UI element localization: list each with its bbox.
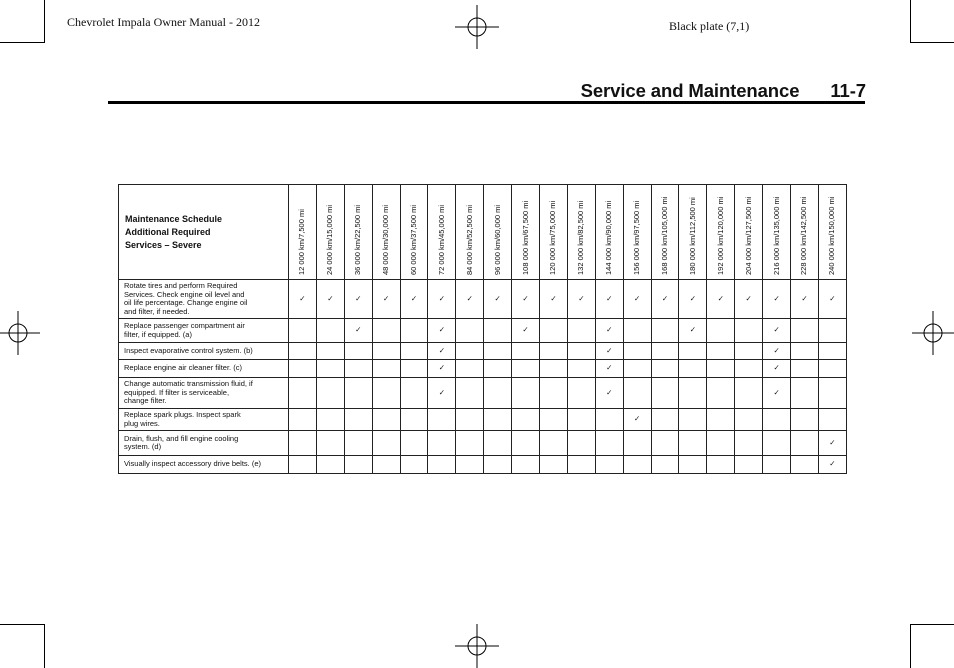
table-row bbox=[119, 319, 847, 343]
schedule-cell bbox=[763, 280, 791, 319]
interval-header bbox=[372, 185, 400, 280]
schedule-cell bbox=[540, 360, 568, 378]
schedule-cell bbox=[763, 360, 791, 378]
schedule-cell bbox=[344, 280, 372, 319]
title-rule bbox=[108, 101, 865, 104]
schedule-cell bbox=[791, 343, 819, 360]
schedule-cell bbox=[679, 456, 707, 474]
schedule-cell bbox=[818, 360, 846, 378]
registration-mark-right-icon bbox=[912, 311, 954, 355]
schedule-cell bbox=[428, 378, 456, 409]
check-mark-icon: ✓ bbox=[355, 293, 362, 303]
schedule-cell bbox=[763, 319, 791, 343]
service-description-line: Replace spark plugs. Inspect spark bbox=[124, 410, 241, 419]
schedule-cell bbox=[818, 280, 846, 319]
schedule-cell bbox=[623, 280, 651, 319]
service-description-line: and filter, if needed. bbox=[124, 306, 190, 316]
interval-header bbox=[763, 185, 791, 280]
schedule-cell bbox=[651, 378, 679, 409]
schedule-cell bbox=[316, 319, 344, 343]
check-mark-icon: ✓ bbox=[661, 293, 669, 303]
interval-label: 216 000 km/135,000 mi bbox=[771, 196, 781, 275]
schedule-cell bbox=[484, 343, 512, 360]
schedule-cell bbox=[484, 431, 512, 456]
service-description bbox=[119, 343, 289, 360]
interval-header bbox=[289, 185, 317, 280]
table-row bbox=[119, 431, 847, 456]
service-description-line: Drain, flush, and fill engine cooling bbox=[124, 433, 239, 443]
schedule-cell bbox=[595, 360, 623, 378]
schedule-cell bbox=[316, 409, 344, 431]
schedule-cell bbox=[818, 431, 846, 456]
schedule-cell bbox=[428, 431, 456, 456]
interval-label: 192 000 km/120,000 mi bbox=[715, 196, 725, 275]
interval-label: 96 000 km/60,000 mi bbox=[492, 204, 502, 275]
table-row bbox=[119, 360, 847, 378]
service-description bbox=[119, 431, 289, 456]
interval-header bbox=[567, 185, 595, 280]
check-mark-icon: ✓ bbox=[466, 293, 473, 303]
interval-label: 132 000 km/82,500 mi bbox=[576, 200, 586, 275]
check-mark-icon: ✓ bbox=[355, 325, 362, 335]
interval-header bbox=[428, 185, 456, 280]
schedule-cell bbox=[512, 280, 540, 319]
registration-mark-left-icon bbox=[0, 311, 40, 355]
interval-label: 108 000 km/67,500 mi bbox=[520, 200, 530, 275]
schedule-cell bbox=[651, 319, 679, 343]
schedule-cell bbox=[344, 360, 372, 378]
check-mark-icon: ✓ bbox=[773, 293, 780, 303]
schedule-cell bbox=[595, 280, 623, 319]
service-description-line: Visually inspect accessory drive belts. (e) bbox=[124, 459, 261, 469]
schedule-cell bbox=[344, 409, 372, 431]
service-description bbox=[119, 456, 289, 474]
schedule-cell bbox=[372, 343, 400, 360]
check-mark-icon: ✓ bbox=[606, 387, 613, 397]
schedule-cell bbox=[456, 456, 484, 474]
table-row bbox=[119, 280, 847, 319]
schedule-cell bbox=[595, 409, 623, 431]
crop-mark bbox=[44, 624, 45, 668]
service-description-line: Inspect evaporative control system. (b) bbox=[124, 345, 253, 355]
check-mark-icon: ✓ bbox=[606, 293, 613, 303]
schedule-cell bbox=[679, 409, 707, 431]
interval-header bbox=[735, 185, 763, 280]
schedule-cell bbox=[289, 431, 317, 456]
schedule-cell bbox=[400, 360, 428, 378]
schedule-cell bbox=[428, 319, 456, 343]
schedule-cell bbox=[567, 456, 595, 474]
schedule-cell bbox=[818, 343, 846, 360]
service-description-line: Change automatic transmission fluid, if bbox=[124, 379, 253, 389]
schedule-cell bbox=[707, 280, 735, 319]
schedule-cell bbox=[400, 409, 428, 431]
service-description-line: change filter. bbox=[124, 396, 167, 406]
schedule-cell bbox=[623, 431, 651, 456]
check-mark-icon: ✓ bbox=[829, 293, 836, 303]
check-mark-icon: ✓ bbox=[829, 459, 836, 469]
schedule-cell bbox=[791, 378, 819, 409]
crop-mark bbox=[910, 624, 911, 668]
schedule-cell bbox=[623, 378, 651, 409]
plate-label: Black plate (7,1) bbox=[669, 19, 750, 33]
check-mark-icon: ✓ bbox=[773, 363, 780, 373]
check-mark-icon: ✓ bbox=[773, 387, 780, 397]
schedule-cell bbox=[567, 431, 595, 456]
check-mark-icon: ✓ bbox=[633, 414, 641, 424]
interval-header bbox=[651, 185, 679, 280]
schedule-cell bbox=[735, 409, 763, 431]
schedule-cell bbox=[540, 431, 568, 456]
interval-header bbox=[316, 185, 344, 280]
schedule-cell bbox=[707, 360, 735, 378]
schedule-cell bbox=[818, 319, 846, 343]
check-mark-icon: ✓ bbox=[327, 293, 334, 303]
schedule-cell bbox=[289, 409, 317, 431]
check-mark-icon: ✓ bbox=[522, 325, 529, 335]
schedule-cell bbox=[623, 409, 651, 431]
schedule-cell bbox=[372, 319, 400, 343]
crop-mark bbox=[0, 42, 45, 43]
schedule-cell bbox=[512, 319, 540, 343]
service-description-line: oil life percentage. Change engine oil bbox=[124, 298, 248, 307]
check-mark-icon: ✓ bbox=[382, 293, 390, 303]
schedule-cell bbox=[540, 280, 568, 319]
schedule-cell bbox=[512, 431, 540, 456]
interval-header bbox=[818, 185, 846, 280]
schedule-cell bbox=[540, 409, 568, 431]
interval-header bbox=[791, 185, 819, 280]
check-mark-icon: ✓ bbox=[494, 293, 501, 303]
interval-header bbox=[484, 185, 512, 280]
schedule-cell bbox=[679, 280, 707, 319]
schedule-cell bbox=[791, 409, 819, 431]
schedule-cell bbox=[791, 456, 819, 474]
schedule-cell bbox=[400, 319, 428, 343]
interval-header bbox=[679, 185, 707, 280]
check-mark-icon: ✓ bbox=[689, 293, 697, 303]
check-mark-icon: ✓ bbox=[689, 325, 697, 335]
schedule-cell bbox=[372, 360, 400, 378]
table-row bbox=[119, 343, 847, 360]
check-mark-icon: ✓ bbox=[773, 345, 780, 355]
interval-label: 240 000 km/150,000 mi bbox=[827, 196, 837, 275]
check-mark-icon: ✓ bbox=[438, 293, 446, 303]
schedule-cell bbox=[623, 360, 651, 378]
interval-label: 120 000 km/75,000 mi bbox=[548, 200, 558, 275]
registration-mark-top-icon bbox=[455, 5, 499, 49]
schedule-cell bbox=[567, 319, 595, 343]
schedule-cell bbox=[316, 378, 344, 409]
schedule-cell bbox=[818, 409, 846, 431]
service-description bbox=[119, 378, 289, 409]
service-description-line: equipped. If filter is serviceable, bbox=[124, 387, 230, 397]
schedule-cell bbox=[818, 456, 846, 474]
registration-mark-bottom-icon bbox=[455, 624, 499, 668]
schedule-cell bbox=[707, 456, 735, 474]
crop-mark bbox=[910, 624, 954, 625]
interval-label: 12 000 km/7,500 mi bbox=[297, 209, 307, 275]
schedule-heading-line: Maintenance Schedule bbox=[125, 213, 223, 224]
interval-label: 24 000 km/15,000 mi bbox=[325, 204, 335, 275]
schedule-cell bbox=[372, 280, 400, 319]
schedule-cell bbox=[651, 409, 679, 431]
header-row bbox=[119, 185, 847, 280]
crop-mark bbox=[910, 42, 954, 43]
schedule-cell bbox=[707, 409, 735, 431]
check-mark-icon: ✓ bbox=[633, 293, 641, 303]
page-title bbox=[0, 80, 866, 102]
schedule-cell bbox=[316, 343, 344, 360]
schedule-cell bbox=[707, 431, 735, 456]
schedule-cell bbox=[707, 343, 735, 360]
schedule-cell bbox=[512, 456, 540, 474]
schedule-cell bbox=[400, 280, 428, 319]
schedule-cell bbox=[456, 409, 484, 431]
schedule-cell bbox=[456, 378, 484, 409]
check-mark-icon: ✓ bbox=[299, 293, 306, 303]
schedule-cell bbox=[344, 343, 372, 360]
schedule-cell bbox=[456, 319, 484, 343]
maintenance-schedule-table bbox=[118, 184, 847, 474]
schedule-cell bbox=[289, 280, 317, 319]
manual-title: Chevrolet Impala Owner Manual - 2012 bbox=[67, 15, 260, 29]
table-row bbox=[119, 456, 847, 474]
schedule-cell bbox=[679, 431, 707, 456]
table-row bbox=[119, 378, 847, 409]
interval-label: 72 000 km/45,000 mi bbox=[436, 204, 446, 275]
page-number: 11-7 bbox=[830, 80, 866, 101]
schedule-cell bbox=[344, 378, 372, 409]
schedule-cell bbox=[316, 360, 344, 378]
schedule-heading-line: Additional Required bbox=[125, 226, 211, 237]
check-mark-icon: ✓ bbox=[606, 363, 613, 373]
schedule-cell bbox=[484, 319, 512, 343]
schedule-cell bbox=[428, 409, 456, 431]
schedule-cell bbox=[456, 360, 484, 378]
schedule-cell bbox=[735, 280, 763, 319]
schedule-cell bbox=[512, 343, 540, 360]
schedule-cell bbox=[679, 378, 707, 409]
schedule-cell bbox=[289, 378, 317, 409]
schedule-cell bbox=[567, 343, 595, 360]
check-mark-icon: ✓ bbox=[438, 363, 446, 373]
interval-header bbox=[512, 185, 540, 280]
interval-header bbox=[344, 185, 372, 280]
check-mark-icon: ✓ bbox=[745, 293, 752, 303]
interval-label: 168 000 km/105,000 mi bbox=[660, 196, 670, 275]
schedule-cell bbox=[651, 280, 679, 319]
schedule-cell bbox=[512, 409, 540, 431]
schedule-cell bbox=[651, 456, 679, 474]
check-mark-icon: ✓ bbox=[438, 325, 446, 335]
check-mark-icon: ✓ bbox=[606, 345, 613, 355]
schedule-cell bbox=[540, 378, 568, 409]
interval-label: 84 000 km/52,500 mi bbox=[464, 204, 474, 275]
service-description-line: filter, if equipped. (a) bbox=[124, 329, 192, 339]
service-description bbox=[119, 319, 289, 343]
check-mark-icon: ✓ bbox=[438, 345, 446, 355]
crop-mark bbox=[910, 0, 911, 42]
service-description bbox=[119, 360, 289, 378]
schedule-cell bbox=[623, 343, 651, 360]
service-description-line: Replace passenger compartment air bbox=[124, 321, 245, 330]
schedule-cell bbox=[567, 360, 595, 378]
schedule-cell bbox=[567, 280, 595, 319]
service-description-line: Services. Check engine oil level and bbox=[124, 289, 245, 299]
schedule-cell bbox=[763, 431, 791, 456]
schedule-cell bbox=[735, 431, 763, 456]
interval-header bbox=[595, 185, 623, 280]
schedule-cell bbox=[456, 431, 484, 456]
interval-header bbox=[540, 185, 568, 280]
schedule-heading bbox=[119, 185, 289, 280]
service-description-line: system. (d) bbox=[124, 442, 162, 451]
interval-label: 156 000 km/97,500 mi bbox=[632, 200, 642, 275]
schedule-cell bbox=[400, 456, 428, 474]
schedule-cell bbox=[540, 319, 568, 343]
schedule-cell bbox=[344, 319, 372, 343]
schedule-cell bbox=[316, 280, 344, 319]
check-mark-icon: ✓ bbox=[438, 387, 446, 397]
check-mark-icon: ✓ bbox=[410, 293, 418, 303]
check-mark-icon: ✓ bbox=[801, 293, 808, 303]
check-mark-icon: ✓ bbox=[578, 293, 585, 303]
schedule-cell bbox=[763, 456, 791, 474]
schedule-cell bbox=[791, 360, 819, 378]
check-mark-icon: ✓ bbox=[773, 325, 780, 335]
interval-label: 144 000 km/90,000 mi bbox=[604, 200, 614, 275]
schedule-cell bbox=[791, 319, 819, 343]
schedule-cell bbox=[567, 409, 595, 431]
schedule-cell bbox=[512, 378, 540, 409]
section-title: Service and Maintenance bbox=[580, 80, 800, 101]
schedule-cell bbox=[484, 378, 512, 409]
schedule-cell bbox=[428, 280, 456, 319]
schedule-cell bbox=[735, 360, 763, 378]
check-mark-icon: ✓ bbox=[717, 293, 724, 303]
schedule-cell bbox=[735, 378, 763, 409]
interval-label: 48 000 km/30,000 mi bbox=[381, 204, 391, 275]
schedule-cell bbox=[651, 343, 679, 360]
schedule-cell bbox=[540, 456, 568, 474]
schedule-cell bbox=[289, 456, 317, 474]
schedule-cell bbox=[289, 343, 317, 360]
schedule-cell bbox=[735, 319, 763, 343]
schedule-cell bbox=[456, 343, 484, 360]
check-mark-icon: ✓ bbox=[550, 293, 557, 303]
schedule-cell bbox=[289, 319, 317, 343]
schedule-cell bbox=[763, 378, 791, 409]
schedule-cell bbox=[428, 456, 456, 474]
schedule-cell bbox=[344, 431, 372, 456]
interval-label: 60 000 km/37,500 mi bbox=[409, 204, 418, 275]
schedule-cell bbox=[484, 409, 512, 431]
schedule-cell bbox=[595, 431, 623, 456]
schedule-cell bbox=[791, 431, 819, 456]
schedule-cell bbox=[484, 360, 512, 378]
crop-mark bbox=[0, 624, 45, 625]
crop-mark bbox=[44, 0, 45, 42]
schedule-cell bbox=[456, 280, 484, 319]
schedule-cell bbox=[679, 360, 707, 378]
schedule-cell bbox=[428, 360, 456, 378]
schedule-cell bbox=[707, 319, 735, 343]
schedule-cell bbox=[512, 360, 540, 378]
schedule-cell bbox=[623, 456, 651, 474]
table-row bbox=[119, 409, 847, 431]
schedule-cell bbox=[316, 456, 344, 474]
schedule-cell bbox=[595, 456, 623, 474]
schedule-cell bbox=[679, 319, 707, 343]
schedule-heading-line: Services – Severe bbox=[125, 239, 202, 250]
check-mark-icon: ✓ bbox=[829, 437, 836, 447]
schedule-cell bbox=[707, 378, 735, 409]
schedule-cell bbox=[484, 456, 512, 474]
schedule-cell bbox=[735, 456, 763, 474]
service-description-line: Replace engine air cleaner filter. (c) bbox=[124, 363, 242, 373]
check-mark-icon: ✓ bbox=[606, 325, 613, 335]
schedule-cell bbox=[289, 360, 317, 378]
interval-header bbox=[707, 185, 735, 280]
schedule-cell bbox=[735, 343, 763, 360]
service-description bbox=[119, 409, 289, 431]
schedule-cell bbox=[567, 378, 595, 409]
schedule-cell bbox=[818, 378, 846, 409]
schedule-cell bbox=[344, 456, 372, 474]
schedule-cell bbox=[679, 343, 707, 360]
interval-label: 228 000 km/142,500 mi bbox=[799, 196, 809, 275]
schedule-cell bbox=[791, 280, 819, 319]
schedule-cell bbox=[763, 409, 791, 431]
schedule-cell bbox=[595, 378, 623, 409]
schedule-cell bbox=[372, 456, 400, 474]
check-mark-icon: ✓ bbox=[522, 293, 529, 303]
schedule-cell bbox=[372, 409, 400, 431]
schedule-cell bbox=[651, 431, 679, 456]
schedule-cell bbox=[400, 431, 428, 456]
schedule-cell bbox=[763, 343, 791, 360]
schedule-cell bbox=[595, 343, 623, 360]
service-description bbox=[119, 280, 289, 319]
interval-header bbox=[456, 185, 484, 280]
service-description-line: plug wires. bbox=[124, 418, 160, 428]
interval-label: 180 000 km/112,500 mi bbox=[687, 197, 697, 275]
schedule-cell bbox=[540, 343, 568, 360]
interval-label: 204 000 km/127,500 mi bbox=[743, 196, 753, 275]
schedule-cell bbox=[428, 343, 456, 360]
interval-label: 36 000 km/22,500 mi bbox=[353, 204, 363, 275]
schedule-cell bbox=[316, 431, 344, 456]
schedule-cell bbox=[372, 378, 400, 409]
service-description-line: Rotate tires and perform Required bbox=[124, 281, 238, 290]
schedule-cell bbox=[595, 319, 623, 343]
schedule-cell bbox=[400, 343, 428, 360]
schedule-cell bbox=[623, 319, 651, 343]
schedule-cell bbox=[400, 378, 428, 409]
schedule-cell bbox=[651, 360, 679, 378]
interval-header bbox=[623, 185, 651, 280]
interval-header bbox=[400, 185, 428, 280]
schedule-cell bbox=[484, 280, 512, 319]
schedule-cell bbox=[372, 431, 400, 456]
